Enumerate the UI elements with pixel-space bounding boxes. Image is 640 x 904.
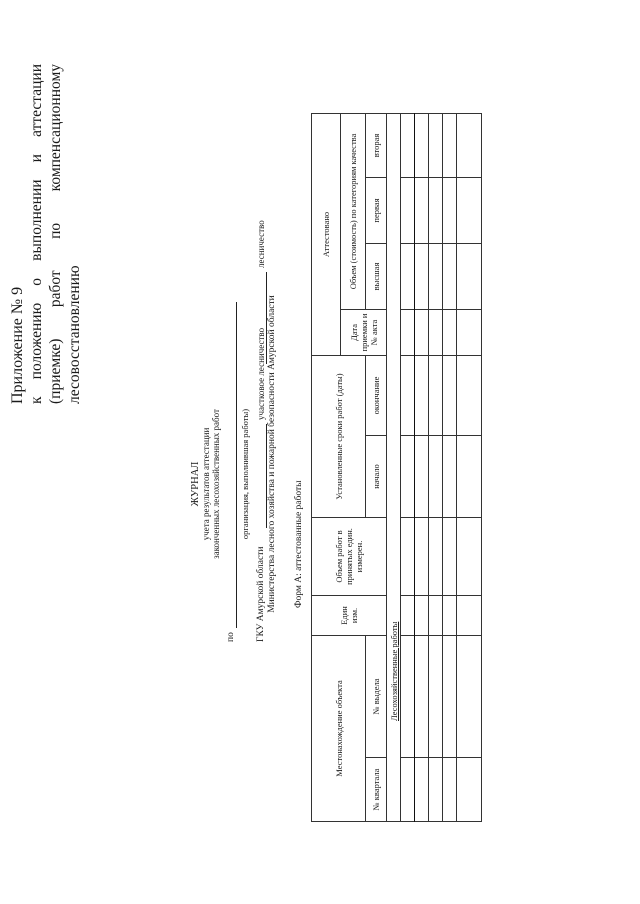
ministry-line: Министерства лесного хозяйства и пожарной безопасности Амурской области [267,295,277,613]
gku-label: ГКУ Амурской области [256,546,266,642]
table-row [415,113,429,821]
header-location: Местонахождение объекта [312,635,366,821]
section-title: Лесохозяйственные работы [388,621,399,721]
header-start: начало [366,435,387,517]
organization-caption: организация, выполнившая работы) [240,408,250,540]
organization-blank-line [236,302,237,628]
appendix-line-2: к положению о выполнении и аттестации [28,64,45,404]
header-end: окончание [366,355,387,435]
journal-title: ЖУРНАЛ [190,461,201,507]
header-volume: Объем работ в принятых един. измерен. [312,517,387,595]
attestation-table [311,113,482,822]
header-volume-cost: Объем (стоимость) по категориям качества [341,113,366,309]
table-row [443,113,457,821]
header-dates: Установленные сроки работ (даты) [312,355,366,517]
form-caption: Форм А: аттестованные работы [294,480,304,608]
table-row [429,113,443,821]
header-quarter-no: № квартала [366,758,387,822]
appendix-line-4: лесовосстановлению [66,265,83,404]
uchastkovoe-label: участковое лесничество [256,327,266,420]
table-row [457,113,482,821]
header-acceptance-date: Дата приемки и № акта [341,309,387,355]
header-unit: Един изм. [312,595,387,635]
po-label: по [226,632,236,642]
lesnichestvo-label: лесничество [256,220,266,268]
journal-subtitle-2: законченных лесохозяйственных работ [211,409,221,559]
header-highest: высшая [366,243,387,309]
journal-subtitle-1: учета результатов аттестации [201,427,211,541]
table-row [401,113,415,821]
header-first: первая [366,177,387,243]
appendix-number: Приложение № 9 [9,286,26,404]
header-section-no: № выдела [366,635,387,757]
header-attested: Аттестовано [312,113,341,355]
appendix-line-3: (приемке) работ по компенсационному [47,64,64,404]
header-second: вторая [366,113,387,177]
section-row [387,113,401,821]
appendix-block [8,64,84,404]
